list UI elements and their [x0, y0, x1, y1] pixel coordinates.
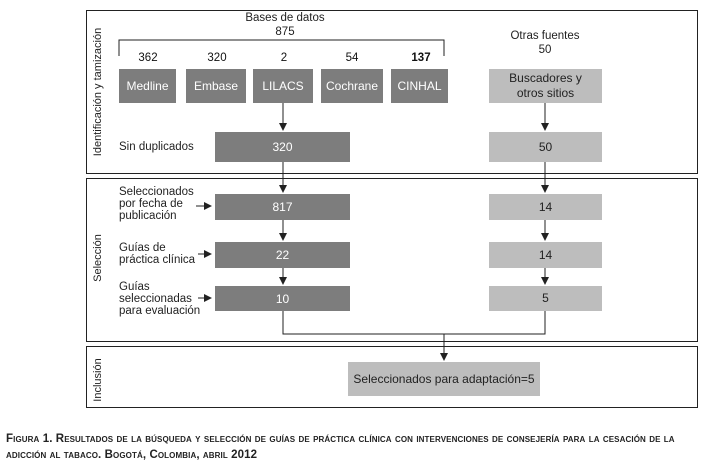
databases-title: Bases de datos — [245, 12, 325, 24]
step-left-eval: 10 — [215, 286, 350, 311]
merge-line — [283, 311, 545, 334]
final-selection-box: Seleccionados para adaptación=5 — [348, 362, 540, 396]
step-left-guides: 22 — [215, 242, 350, 268]
identification-label: Identificación y tamización — [92, 27, 104, 157]
step-label-guides: Guías de práctica clínica — [119, 242, 196, 266]
db-box-embase: Embase — [186, 69, 246, 103]
db-count-cochrane: 54 — [345, 52, 359, 64]
step-label-eval: Guías seleccionadas para evaluación — [119, 281, 201, 317]
step-right-guides: 14 — [489, 242, 602, 268]
db-box-lilacs: LILACS — [253, 69, 313, 103]
figure-caption: Figura 1. Resultados de la búsqueda y selección de guías de práctica clínica con intervenciones de consejería para la cesación de la adicción al tabaco. Bogotá, Colombia, abril 2012 — [6, 433, 675, 461]
selection-label: Selección — [92, 234, 104, 282]
databases-total: 875 — [275, 26, 295, 38]
other-sources-title: Otras fuentes — [510, 30, 580, 42]
step-label-date: Seleccionados por fecha de publicación — [119, 186, 194, 222]
db-box-cinhal: CINHAL — [391, 69, 448, 103]
db-count-embase: 320 — [207, 52, 227, 64]
inclusion-label: Inclusión — [92, 358, 104, 402]
db-box-cochrane: Cochrane — [321, 69, 383, 103]
db-box-medline: Medline — [119, 69, 176, 103]
step-right-date: 14 — [489, 194, 602, 220]
db-count-cinhal: 137 — [411, 52, 431, 64]
step-left-dedup: 320 — [215, 132, 350, 162]
db-count-lilacs: 2 — [280, 52, 288, 64]
db-count-medline: 362 — [138, 52, 158, 64]
step-right-eval: 5 — [489, 286, 602, 311]
step-label-dedup: Sin duplicados — [119, 141, 194, 153]
step-right-dedup: 50 — [489, 132, 602, 162]
other-sources-box: Buscadores y otros sitios — [489, 69, 602, 103]
other-sources-total: 50 — [538, 44, 552, 56]
step-left-date: 817 — [215, 194, 350, 220]
